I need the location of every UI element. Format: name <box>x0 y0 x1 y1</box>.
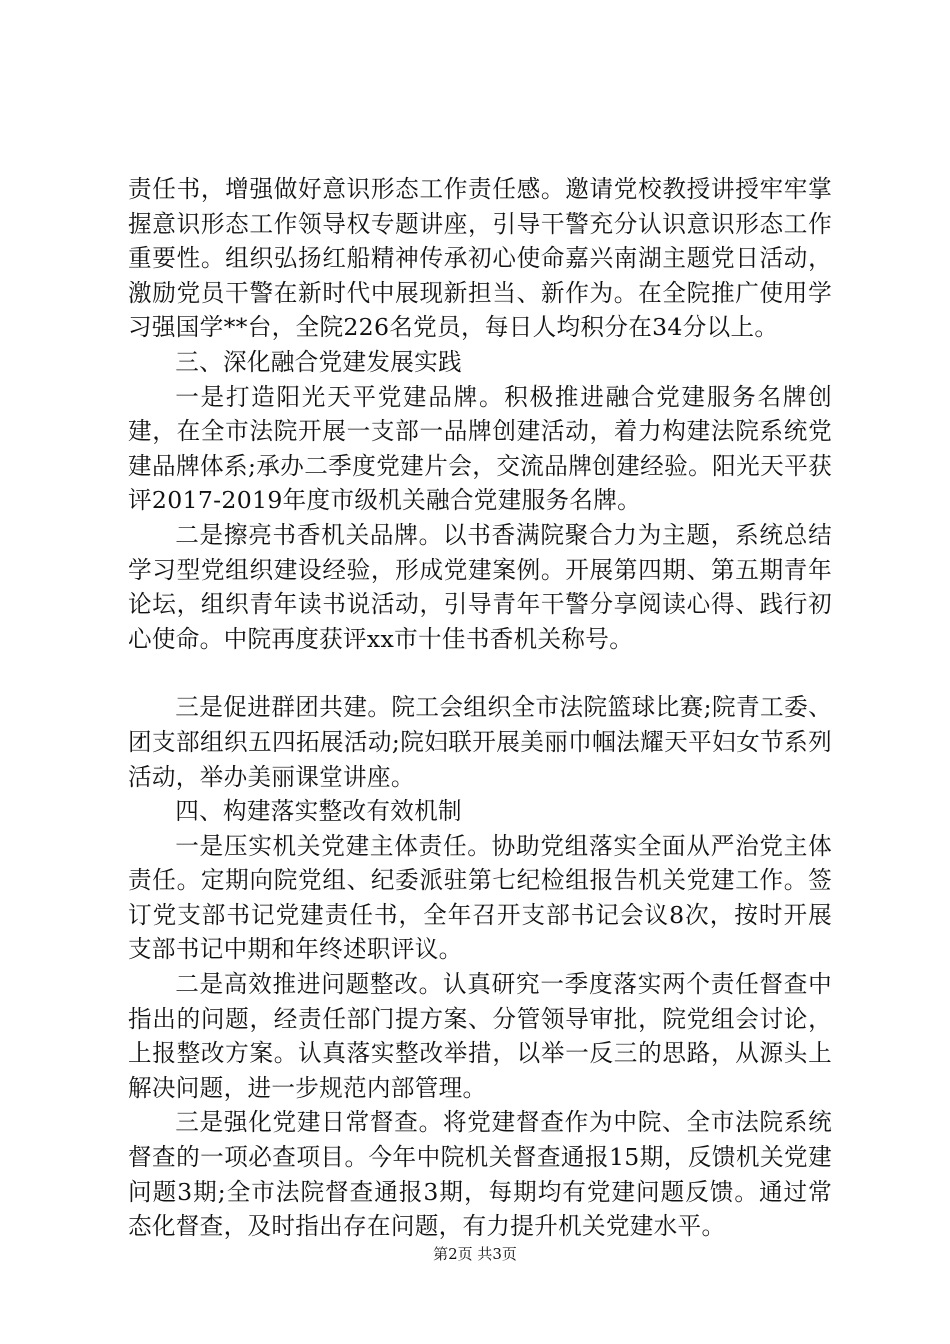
paragraph-spacer <box>128 656 832 690</box>
paragraph-rectification: 二是高效推进问题整改。认真研究一季度落实两个责任督查中指出的问题，经责任部门提方案、分管领导审批，院党组会讨论，上报整改方案。认真落实整改举措，以举一反三的思路，从源头上解决问题，进一步规范内部管理。 <box>128 970 832 1102</box>
section-heading-three: 三、深化融合党建发展实践 <box>175 347 462 376</box>
paragraph-group-building: 三是促进群团共建。院工会组织全市法院篮球比赛;院青工委、团支部组织五四拓展活动;院妇联开展美丽巾帼法耀天平妇女节系列活动，举办美丽课堂讲座。 <box>128 693 832 791</box>
section-heading-four: 四、构建落实整改有效机制 <box>175 797 462 826</box>
paragraph-brand-books: 二是擦亮书香机关品牌。以书香满院聚合力为主题，系统总结学习型党组织建设经验，形成党建案例。开展第四期、第五期青年论坛，组织青年读书说活动，引导青年干警分享阅读心得、践行初心使命。中院再度获评xx市十佳书香机关称号。 <box>128 520 832 653</box>
paragraph-brand-sunshine: 一是打造阳光天平党建品牌。积极推进融合党建服务名牌创建，在全市法院开展一支部一品牌创建活动，着力构建法院系统党建品牌体系;承办二季度党建片会，交流品牌创建经验。阳光天平获评2017-2019年度市级机关融合党建服务名牌。 <box>128 382 832 515</box>
page-footer: 第2页 共3页 <box>433 1245 517 1263</box>
document-body <box>128 172 832 1244</box>
paragraph-continuation: 责任书，增强做好意识形态工作责任感。邀请党校教授讲授牢牢掌握意识形态工作领导权专题讲座，引导干警充分认识意识形态工作重要性。组织弘扬红船精神传承初心使命嘉兴南湖主题党日活动，激励党员干警在新时代中展现新担当、新作为。在全院推广使用学习强国学**台，全院226名党员，每日人均积分在34分以上。 <box>128 175 832 342</box>
paragraph-supervision: 三是强化党建日常督查。将党建督查作为中院、全市法院系统督查的一项必查项目。今年中院机关督查通报15期，反馈机关党建问题3期;全市法院督查通报3期，每期均有党建问题反馈。通过常态化督查，及时指出存在问题，有力提升机关党建水平。 <box>128 1108 832 1241</box>
paragraph-responsibility: 一是压实机关党建主体责任。协助党组落实全面从严治党主体责任。定期向院党组、纪委派驻第七纪检组报告机关党建工作。签订党支部书记党建责任书，全年召开支部书记会议8次，按时开展支部书记中期和年终述职评议。 <box>128 831 832 964</box>
